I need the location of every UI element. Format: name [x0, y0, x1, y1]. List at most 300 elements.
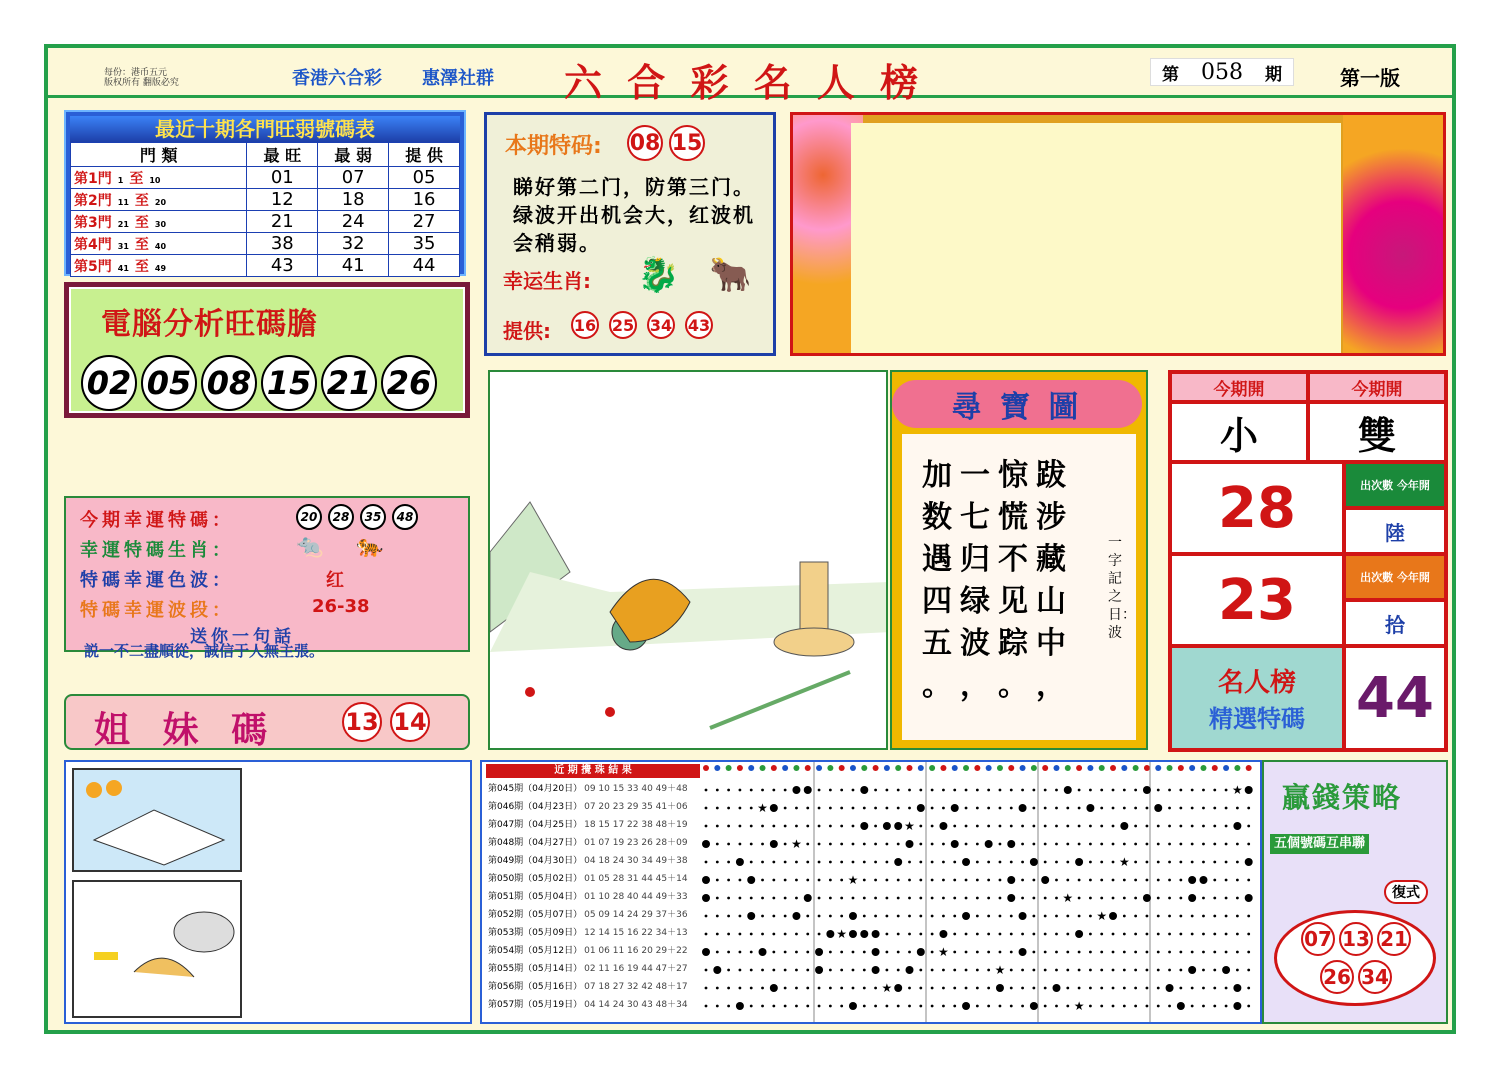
poem-char: 见: [998, 584, 1028, 619]
color-marker: [726, 765, 732, 771]
grid-dot: [908, 897, 911, 900]
drawn-dot: [1245, 858, 1253, 866]
size-result: 小: [1170, 402, 1308, 462]
grid-dot: [1123, 1005, 1126, 1008]
table-row: [71, 233, 460, 255]
gate-cell: [71, 211, 247, 233]
grid-dot: [727, 969, 730, 972]
grid-dot: [806, 807, 809, 810]
grid-dot: [1112, 933, 1115, 936]
grid-dot: [829, 825, 832, 828]
grid-dot: [1179, 825, 1182, 828]
sister-numbers: [342, 702, 430, 742]
grid-dot: [716, 807, 719, 810]
grid-dot: [840, 825, 843, 828]
grid-dot: [1089, 951, 1092, 954]
number-28: 28: [1170, 462, 1344, 554]
drawn-dot: [860, 822, 868, 830]
number-ball: 26: [1320, 960, 1354, 994]
grid-dot: [1055, 861, 1058, 864]
grid-dot: [1066, 951, 1069, 954]
grid-dot: [1179, 861, 1182, 864]
history-list: [488, 780, 702, 1014]
grid-dot: [1021, 987, 1024, 990]
grid-dot: [1168, 789, 1171, 792]
number-ball: 08: [201, 355, 257, 411]
grid-dot: [1134, 789, 1137, 792]
color-marker: [1144, 765, 1150, 771]
grid-dot: [1112, 951, 1115, 954]
grid-dot: [942, 843, 945, 846]
drawn-dot: [1019, 948, 1027, 956]
grid-dot: [852, 897, 855, 900]
grid-dot: [1123, 951, 1126, 954]
strategy-panel: [1262, 760, 1448, 1024]
lucky-line3-label: 特碼幸運色波：: [80, 570, 234, 591]
grid-dot: [1055, 969, 1058, 972]
poem-char: 惊: [998, 458, 1028, 493]
grid-dot: [953, 879, 956, 882]
grid-dot: [795, 987, 798, 990]
grid-dot: [919, 1005, 922, 1008]
col-cold: 最 弱: [318, 143, 389, 167]
grid-dot: [772, 933, 775, 936]
grid-dot: [784, 879, 787, 882]
grid-dot: [1055, 843, 1058, 846]
drawn-dot: [1064, 786, 1072, 794]
grid-dot: [1078, 879, 1081, 882]
grid-dot: [942, 879, 945, 882]
grid-dot: [750, 951, 753, 954]
grid-dot: [999, 807, 1002, 810]
poem-char: 遇: [922, 542, 952, 577]
grid-dot: [1112, 1005, 1115, 1008]
stats-header-2: 今期開: [1308, 372, 1446, 402]
grid-dot: [750, 861, 753, 864]
grid-dot: [874, 807, 877, 810]
grid-dot: [931, 825, 934, 828]
grid-dot: [931, 879, 934, 882]
grid-dot: [727, 879, 730, 882]
color-marker: [737, 765, 743, 771]
grid-dot: [1134, 915, 1137, 918]
drawn-dot: [1019, 804, 1027, 812]
grid-dot: [705, 807, 708, 810]
grid-dot: [908, 879, 911, 882]
grid-dot: [976, 987, 979, 990]
drawn-dot: [951, 804, 959, 812]
grid-dot: [772, 1005, 775, 1008]
grid-dot: [852, 951, 855, 954]
computer-title: 電腦分析旺碼膽: [101, 307, 318, 342]
grid-dot: [1089, 969, 1092, 972]
grid-dot: [1032, 879, 1035, 882]
grid-dot: [1112, 843, 1115, 846]
grid-dot: [1179, 969, 1182, 972]
grid-dot: [1100, 861, 1103, 864]
grid-dot: [727, 1005, 730, 1008]
special-star: ★: [994, 963, 1006, 977]
grid-dot: [784, 969, 787, 972]
gate-to-label: 至: [129, 170, 144, 187]
grid-dot: [1225, 843, 1228, 846]
grid-dot: [727, 933, 730, 936]
history-row: [488, 816, 702, 834]
grid-dot: [1213, 915, 1216, 918]
grid-dot: [818, 861, 821, 864]
issue-prefix: 第: [1162, 64, 1179, 85]
drawn-dot: [917, 948, 925, 956]
grid-dot: [1078, 843, 1081, 846]
special-numbers: [627, 125, 705, 161]
grid-dot: [772, 789, 775, 792]
drawn-dot: [939, 930, 947, 938]
number-ball: 34: [647, 311, 675, 339]
fineprint-line: 每份：港币五元: [104, 68, 168, 78]
grid-dot: [942, 897, 945, 900]
grid-dot: [1157, 933, 1160, 936]
drawn-dot: [1166, 984, 1174, 992]
book-illustration: [72, 768, 242, 872]
grid-dot: [908, 1005, 911, 1008]
grid-dot: [987, 951, 990, 954]
color-marker: [1121, 765, 1127, 771]
cell-hot: 21: [247, 211, 318, 233]
grid-dot: [987, 969, 990, 972]
grid-dot: [1191, 1005, 1194, 1008]
drawn-dot: [1109, 912, 1117, 920]
grid-dot: [1123, 915, 1126, 918]
grid-dot: [863, 879, 866, 882]
grid-dot: [840, 879, 843, 882]
grid-dot: [953, 969, 956, 972]
grid-dot: [897, 879, 900, 882]
grid-dot: [976, 861, 979, 864]
grid-dot: [897, 807, 900, 810]
drawn-dot: [872, 948, 880, 956]
grid-dot: [1157, 915, 1160, 918]
grid-dot: [987, 1005, 990, 1008]
grid-dot: [716, 897, 719, 900]
color-marker: [816, 765, 822, 771]
drawn-dot: [804, 786, 812, 794]
history-period: 第055期（05月14日）: [488, 964, 583, 974]
grid-dot: [1168, 951, 1171, 954]
grid-dot: [863, 843, 866, 846]
grid-dot: [1078, 789, 1081, 792]
grid-dot: [818, 843, 821, 846]
grid-dot: [739, 915, 742, 918]
grid-dot: [1134, 897, 1137, 900]
grid-dot: [772, 969, 775, 972]
history-numbers: 01 05 28 31 44 45＋14: [584, 874, 688, 884]
grid-dot: [874, 825, 877, 828]
grid-dot: [1044, 789, 1047, 792]
banner-blank: [851, 123, 1341, 356]
color-marker: [1087, 765, 1093, 771]
grid-dot: [1247, 915, 1250, 918]
poem-char: 四: [922, 584, 952, 619]
number-ball: 25: [609, 311, 637, 339]
grid-dot: [919, 969, 922, 972]
grid-dot: [1191, 861, 1194, 864]
table-row: [71, 255, 460, 277]
grid-dot: [919, 879, 922, 882]
grid-dot: [1247, 825, 1250, 828]
gate-to-label: 至: [134, 258, 149, 275]
grid-dot: [739, 969, 742, 972]
grid-dot: [1168, 969, 1171, 972]
history-row: [488, 978, 702, 996]
grid-dot: [784, 807, 787, 810]
history-numbers: 09 10 15 33 40 49＋48: [584, 784, 688, 794]
history-period: 第053期（05月09日）: [488, 928, 583, 938]
issue-box: [1150, 58, 1294, 86]
color-marker: [1099, 765, 1105, 771]
grid-dot: [829, 1005, 832, 1008]
grid-dot: [795, 897, 798, 900]
grid-dot: [897, 789, 900, 792]
color-marker: [873, 765, 879, 771]
grid-dot: [863, 987, 866, 990]
grid-dot: [1179, 789, 1182, 792]
number-ball: 05: [141, 355, 197, 411]
grid-dot: [1168, 861, 1171, 864]
grid-dot: [761, 987, 764, 990]
grid-dot: [818, 987, 821, 990]
grid-dot: [1202, 1005, 1205, 1008]
grid-dot: [818, 1005, 821, 1008]
grid-dot: [761, 879, 764, 882]
grid-dot: [1236, 951, 1239, 954]
grid-dot: [1157, 825, 1160, 828]
drawn-dot: [917, 804, 925, 812]
grid-dot: [1055, 951, 1058, 954]
poem-char: 波: [960, 626, 990, 661]
grid-dot: [976, 1005, 979, 1008]
drawn-dot: [1030, 1002, 1038, 1010]
drawn-dot: [872, 966, 880, 974]
grid-dot: [1146, 879, 1149, 882]
grid-dot: [784, 843, 787, 846]
grid-dot: [953, 897, 956, 900]
grid-dot: [727, 951, 730, 954]
grid-dot: [908, 951, 911, 954]
grid-dot: [874, 879, 877, 882]
gate-from: 31: [117, 241, 129, 251]
cell-cold: 18: [318, 189, 389, 211]
grid-dot: [874, 1005, 877, 1008]
grid-dot: [852, 807, 855, 810]
grid-dot: [829, 807, 832, 810]
grid-dot: [750, 807, 753, 810]
grid-dot: [1179, 933, 1182, 936]
grid-dot: [999, 879, 1002, 882]
ox-icon: 🐂: [709, 255, 752, 295]
color-marker: [771, 765, 777, 771]
special-text: 睇好第二门，防第三门。绿波开出机会大，红波机会稍弱。: [513, 175, 755, 255]
grid-dot: [1157, 897, 1160, 900]
special-star: ★: [904, 819, 915, 833]
grid-dot: [885, 897, 888, 900]
org-community: 惠澤社群: [422, 68, 494, 89]
drawn-dot: [1233, 984, 1241, 992]
grid-dot: [1112, 789, 1115, 792]
grid-dot: [1202, 915, 1205, 918]
drawn-dot: [849, 1002, 857, 1010]
grid-dot: [1191, 843, 1194, 846]
gate-to: 10: [149, 175, 161, 185]
number-ball: 08: [627, 125, 663, 161]
grid-dot: [976, 969, 979, 972]
grid-dot: [806, 969, 809, 972]
featured-code-box: [1170, 646, 1344, 750]
grid-dot: [1112, 969, 1115, 972]
grid-dot: [1157, 1005, 1160, 1008]
grid-dot: [1078, 915, 1081, 918]
appear-count-2: 拾: [1344, 600, 1446, 646]
history-numbers: 04 18 24 30 34 49＋38: [584, 856, 688, 866]
grid-dot: [1168, 843, 1171, 846]
grid-dot: [987, 897, 990, 900]
cell-offer: 05: [389, 167, 460, 189]
number-ball: 21: [1377, 922, 1411, 956]
grid-dot: [897, 843, 900, 846]
color-marker: [940, 765, 946, 771]
grid-dot: [999, 933, 1002, 936]
history-row: [488, 888, 702, 906]
grid-dot: [727, 861, 730, 864]
grid-dot: [897, 969, 900, 972]
special-panel: [484, 112, 776, 356]
grid-dot: [1213, 825, 1216, 828]
color-marker: [793, 765, 799, 771]
grid-dot: [1213, 1005, 1216, 1008]
grid-dot: [1236, 861, 1239, 864]
poem-char: 五: [922, 626, 952, 661]
history-row: [488, 780, 702, 798]
grid-dot: [1089, 897, 1092, 900]
grid-dot: [976, 915, 979, 918]
color-marker: [963, 765, 969, 771]
drawn-dot: [894, 822, 902, 830]
grid-dot: [1123, 987, 1126, 990]
history-row: [488, 906, 702, 924]
grid-dot: [705, 861, 708, 864]
col-hot: 最 旺: [247, 143, 318, 167]
gate-to-label: 至: [134, 192, 149, 209]
color-marker: [1234, 765, 1240, 771]
lucky-line4-label: 特碼幸運波段：: [80, 600, 234, 621]
history-row: [488, 960, 702, 978]
grid-dot: [806, 915, 809, 918]
grid-dot: [1100, 789, 1103, 792]
grid-dot: [1134, 879, 1137, 882]
table-row: [71, 211, 460, 233]
grid-dot: [897, 897, 900, 900]
grid-dot: [999, 825, 1002, 828]
gift-saying: 説一不二盡順從，誠信于人無主張。: [84, 642, 325, 660]
color-marker: [1042, 765, 1048, 771]
color-marker: [827, 765, 833, 771]
color-marker: [986, 765, 992, 771]
featured-title: 名人榜: [1217, 668, 1296, 698]
drawn-dot: [804, 894, 812, 902]
drawn-dot: [962, 912, 970, 920]
grid-dot: [863, 861, 866, 864]
grid-dot: [750, 789, 753, 792]
offer-numbers: [571, 311, 713, 339]
grid-dot: [1202, 861, 1205, 864]
cell-offer: 35: [389, 233, 460, 255]
grid-dot: [1112, 807, 1115, 810]
drawn-dot: [747, 876, 755, 884]
grid-dot: [1066, 969, 1069, 972]
drawn-dot: [1233, 822, 1241, 830]
grid-dot: [1202, 789, 1205, 792]
drawn-dot: [849, 912, 857, 920]
grid-dot: [829, 969, 832, 972]
poem-char: ，: [1036, 668, 1066, 703]
number-ball: 21: [321, 355, 377, 411]
grid-dot: [965, 897, 968, 900]
drawn-dot: [1245, 894, 1253, 902]
grid-dot: [761, 897, 764, 900]
grid-dot: [976, 933, 979, 936]
grid-dot: [716, 1005, 719, 1008]
number-ball: 14: [390, 702, 430, 742]
color-marker: [1076, 765, 1082, 771]
grid-dot: [1213, 951, 1216, 954]
grid-dot: [1236, 933, 1239, 936]
grid-dot: [919, 987, 922, 990]
grid-dot: [1213, 879, 1216, 882]
grid-dot: [1010, 789, 1013, 792]
lucky-line1-label: 今期幸運特碼：: [80, 510, 234, 531]
grid-dot: [1236, 915, 1239, 918]
special-star: ★: [757, 801, 768, 815]
grid-dot: [885, 861, 888, 864]
grid-dot: [931, 861, 934, 864]
grid-dot: [1044, 825, 1047, 828]
grid-dot: [1078, 951, 1081, 954]
gate-name: 第5門: [74, 258, 112, 275]
grid-dot: [1066, 987, 1069, 990]
grid-dot: [1247, 987, 1250, 990]
gate-to: 40: [154, 241, 167, 251]
drawn-dot: [702, 876, 710, 884]
history-period: 第050期（05月02日）: [488, 874, 583, 884]
grid-dot: [1213, 843, 1216, 846]
special-label: 本期特码:: [505, 134, 602, 159]
poem-char: 一: [960, 458, 990, 493]
color-marker: [714, 765, 720, 771]
table-header-row: [71, 143, 460, 167]
color-marker: [850, 765, 856, 771]
number-ball: 07: [1301, 922, 1335, 956]
zodiac-label: 幸运生肖:: [503, 269, 591, 293]
lucky-range: 26-38: [312, 596, 370, 617]
grid-dot: [1247, 969, 1250, 972]
grid-dot: [1032, 969, 1035, 972]
grid-dot: [739, 897, 742, 900]
grid-dot: [784, 1005, 787, 1008]
color-marker: [1155, 765, 1161, 771]
grid-dot: [931, 789, 934, 792]
grid-dot: [852, 987, 855, 990]
appear-count-1: 陸: [1344, 508, 1446, 554]
drawn-dot: [849, 930, 857, 938]
